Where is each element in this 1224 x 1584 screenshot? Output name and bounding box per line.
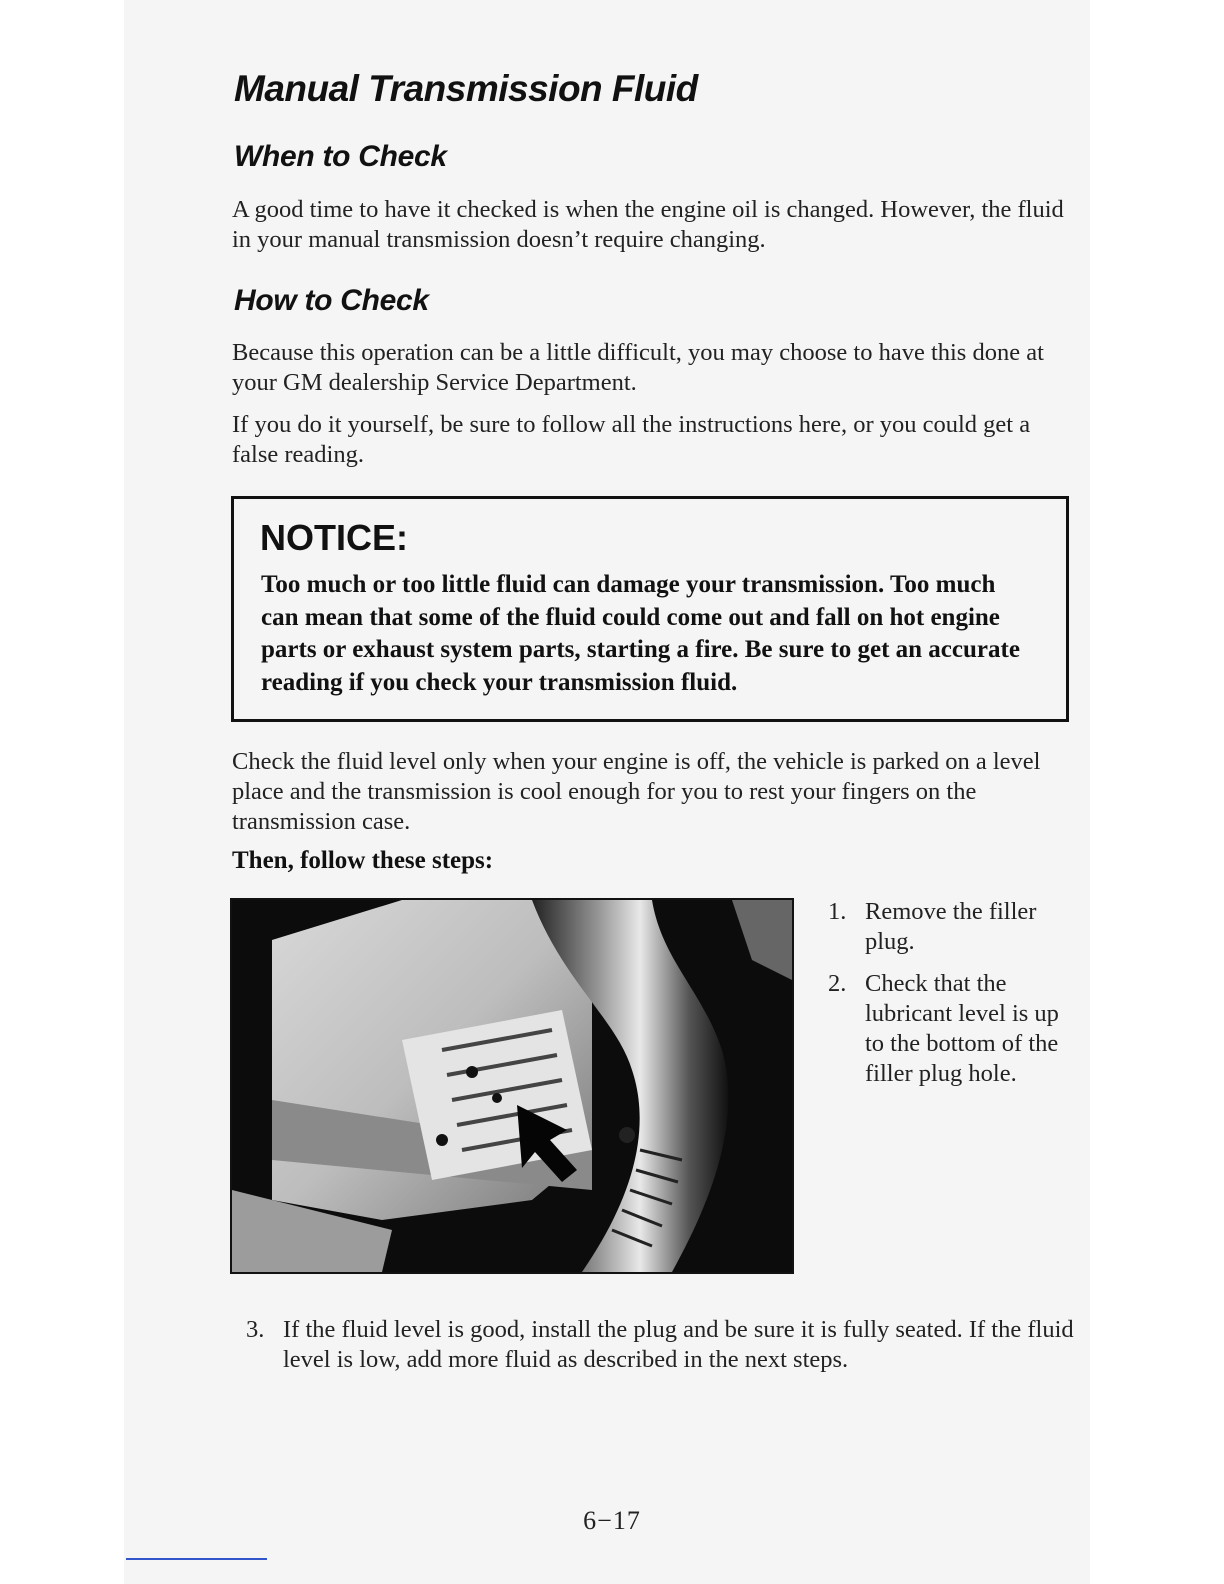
page-number: 6−17 [583,1506,641,1535]
page-title: Manual Transmission Fluid [234,68,698,109]
step-number: 2. [828,970,847,997]
footer-line [126,1558,267,1560]
step-text: Remove the filler plug. [865,898,1037,955]
notice-text: Too much or too little fluid can damage your transmission. Too much can mean that some of the fluid could come out and fall on hot engine parts or exhaust system parts, starting a fire. Be sure to get an accurate reading if you check your transmission fluid. [261,571,1020,696]
steps-title: Then, follow these steps: [232,847,494,874]
step-text: Check that the lubricant level is up to the bottom of the filler plug hole. [865,970,1059,1087]
step-text: If the fluid level is good, install the plug and be sure it is fully seated. If the fluid level is low, add more fluid as described in the next steps. [283,1316,1074,1373]
notice-title: NOTICE: [260,517,408,558]
how-para-1: Because this operation can be a little difficult, you may choose to have this done at your GM dealership Service Department. [232,339,1044,396]
check-text: Check the fluid level only when your engine is off, the vehicle is parked on a level place and the transmission is cool enough for you to rest your fingers on the transmission case. [232,748,1041,835]
step-number: 1. [828,898,847,925]
step-number: 3. [246,1316,265,1343]
when-heading: When to Check [234,140,447,173]
when-text: A good time to have it checked is when the engine oil is changed. However, the fluid in your manual transmission doesn’t require changing. [232,196,1064,253]
transmission-illustration [232,900,792,1272]
notice-box [231,496,1069,722]
how-para-2: If you do it yourself, be sure to follow all the instructions here, or you could get a false reading. [232,411,1031,468]
transmission-photo [230,898,794,1274]
how-heading: How to Check [234,284,429,317]
